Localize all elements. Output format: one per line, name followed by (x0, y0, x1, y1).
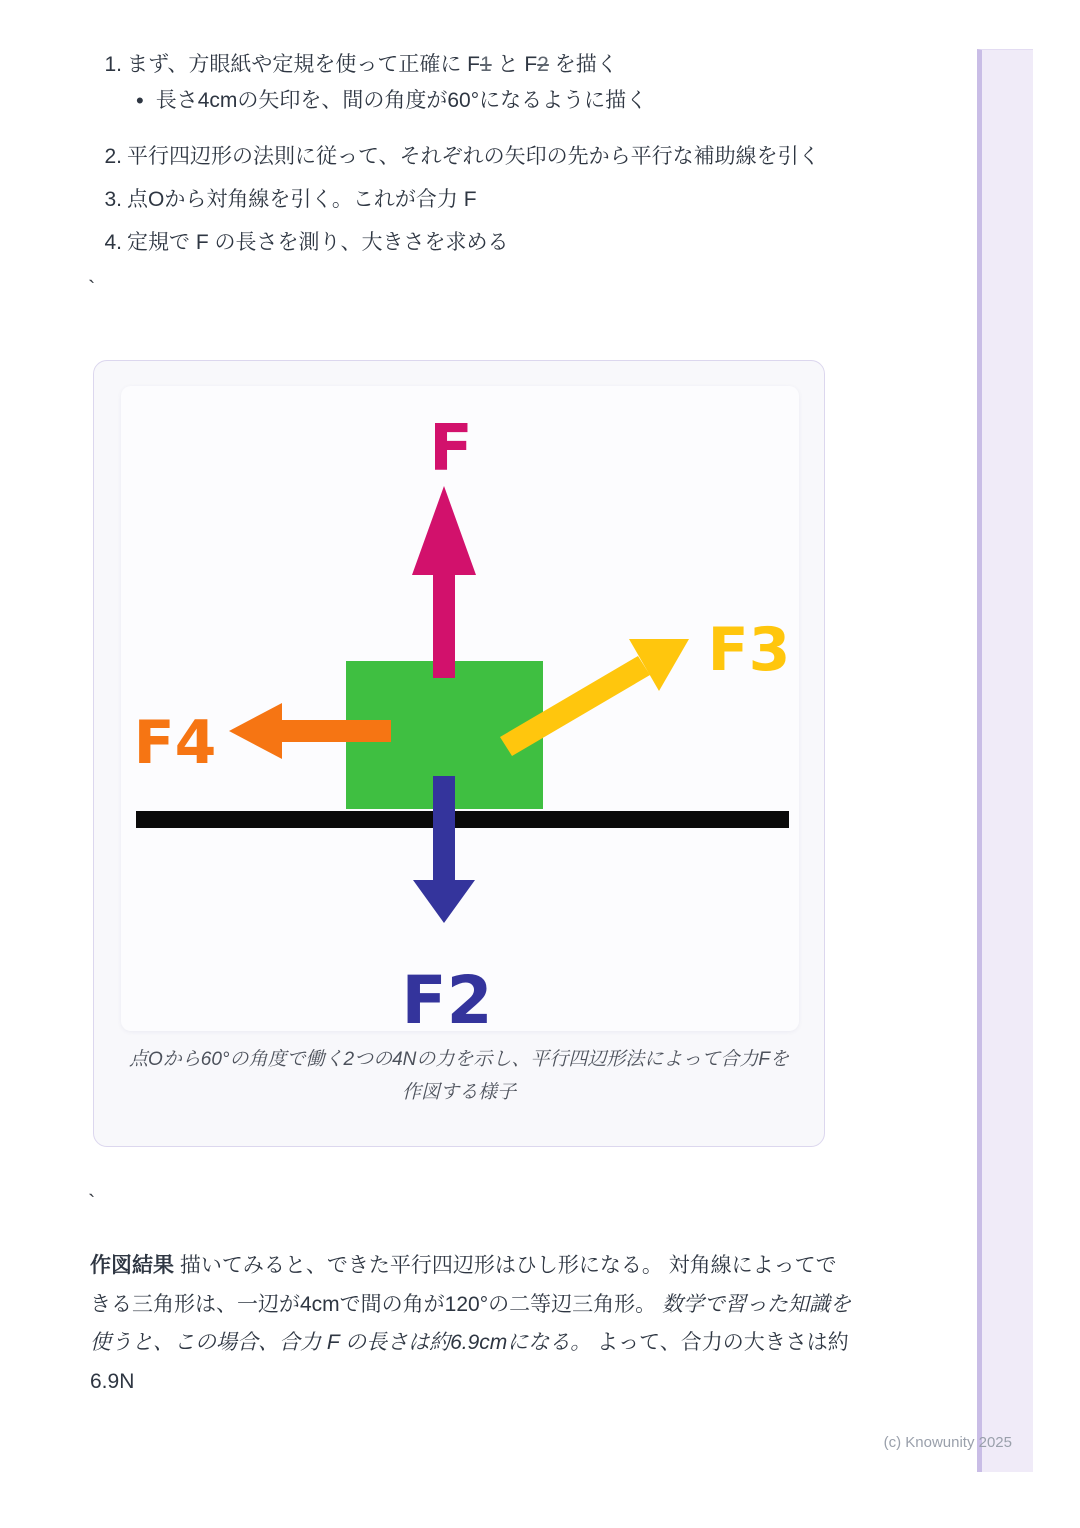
step-number: 2. (104, 145, 122, 168)
step-text: 点Oから対角線を引く。これが合力 F (127, 188, 477, 211)
force-diagram-image (121, 386, 799, 1031)
diagram-caption-line2: 作図する様子 (401, 1082, 516, 1103)
step-item-3 (100, 187, 477, 212)
label-f4: F4 (133, 708, 217, 778)
copyright-notice: (c) Knowunity 2025 (883, 1434, 1012, 1451)
step-item-2 (100, 144, 820, 169)
f2-subscript: 2 (537, 53, 549, 76)
label-f: F (429, 412, 473, 486)
diagram-caption-line1: 点Oから60°の角度で働く2つの4Nの力を示し、平行四辺形法によって合力Fを (129, 1049, 789, 1070)
scrollbar-track[interactable] (977, 49, 1033, 1472)
bullet-icon: • (136, 88, 144, 113)
step-number: 4. (104, 231, 122, 254)
bullet-text: 長さ4cmの矢印を、間の角度が60°になるように描く (155, 89, 648, 112)
diagram-caption (124, 1043, 794, 1109)
label-f3: F3 (707, 615, 791, 685)
result-paragraph (90, 1247, 852, 1401)
label-f2: F2 (401, 962, 493, 1031)
step-number: 1. (104, 53, 122, 76)
result-text-italic: 数学で習った知識を使うと、この場合、合力 F の長さは約6.9cmになる。 (90, 1292, 851, 1354)
force-diagram-card (93, 360, 825, 1147)
step-number: 3. (104, 188, 122, 211)
backtick-mark-bottom: ` (88, 1190, 96, 1215)
result-text-1: 描いてみると、できた平行四辺形はひし形になる。 対角線によってできる三角形は、一辺が4cmで間の角が120°の二等辺三角形。 (90, 1254, 837, 1316)
force-arrow-f (412, 486, 476, 678)
step-text: 定規で F の長さを測り、大きさを求める (127, 231, 509, 254)
step-item-4 (100, 230, 509, 255)
result-heading: 作図結果 (90, 1254, 174, 1277)
f1-subscript: 1 (479, 53, 492, 76)
step-1-bullet-item (136, 88, 647, 113)
backtick-mark-top: ` (88, 276, 96, 301)
step-item-1 (100, 52, 618, 77)
step-text: まず、方眼紙や定規を使って正確に F1 と F2 を描く (127, 53, 618, 76)
result-text-2: よって、合力の大きさは約6.9N (90, 1331, 849, 1393)
step-text: 平行四辺形の法則に従って、それぞれの矢印の先から平行な補助線を引く (127, 145, 820, 168)
force-diagram-svg (121, 386, 799, 1031)
ground-line (136, 811, 789, 828)
